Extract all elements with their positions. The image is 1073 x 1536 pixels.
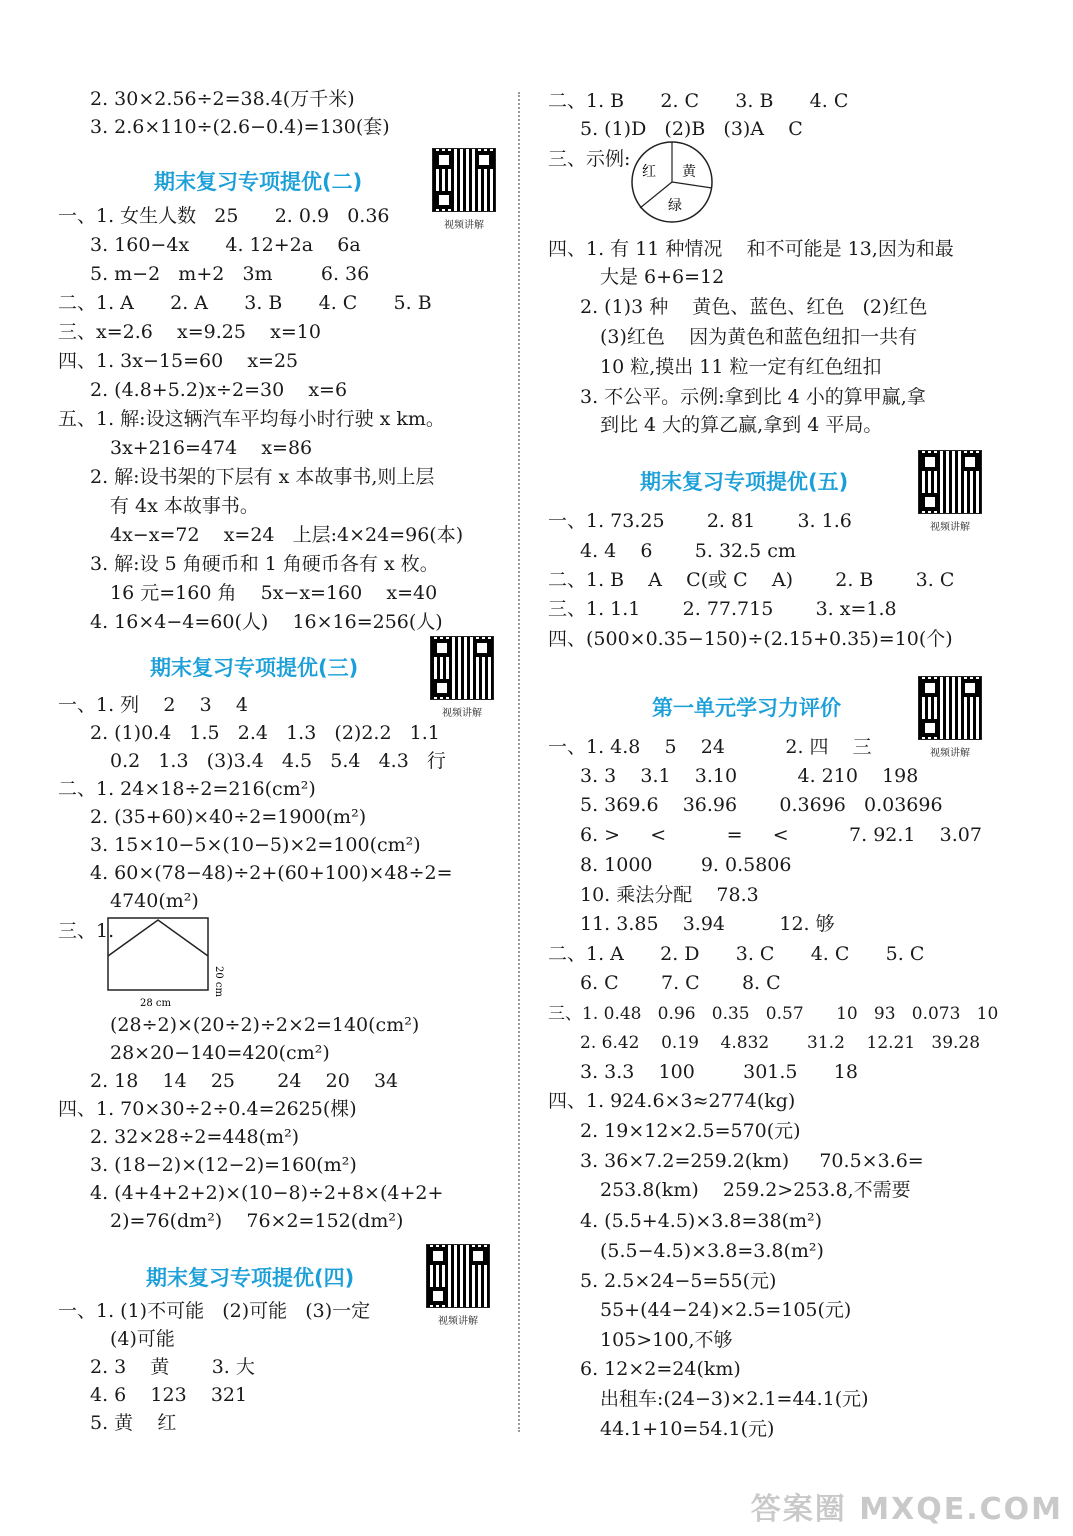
qr-label: 视频讲解: [438, 1316, 478, 1327]
answer-line: 二、1. B 2. C 3. B 4. C: [548, 90, 849, 112]
answer-line: 3x+216=474 x=86: [110, 437, 313, 459]
answer-line: 4x−x=72 x=24 上层:4×24=96(本): [110, 524, 464, 546]
answer-line: 2. 解:设书架的下层有 x 本故事书,则上层: [90, 466, 435, 488]
qr-code-video[interactable]: [426, 1244, 490, 1326]
answer-line: 4740(m²): [110, 890, 199, 912]
answer-line: 一、1. 列 2 3 4: [58, 694, 248, 716]
answer-line: 3. 不公平。示例:拿到比 4 小的算甲赢,拿: [580, 386, 926, 408]
qr-label: 视频讲解: [442, 708, 482, 719]
answer-line: 3. 2.6×110÷(2.6−0.4)=130(套): [90, 116, 390, 138]
answer-line: 2. 18 14 25 24 20 34: [90, 1070, 399, 1092]
qr-code-icon: [426, 1244, 490, 1308]
qr-label: 视频讲解: [930, 522, 970, 533]
section-heading-3: 期末复习专项提优(三): [150, 656, 359, 680]
answer-line: 4. (5.5+4.5)×3.8=38(m²): [580, 1210, 823, 1232]
qr-code-video[interactable]: [918, 676, 982, 758]
answer-line: 四、1. 3x−15=60 x=25: [58, 350, 299, 372]
answer-line: 4. 60×(78−48)÷2+(60+100)×48÷2=: [90, 862, 453, 884]
answer-line: 5. m−2 m+2 3m 6. 36: [90, 263, 370, 285]
answer-line: 6. C 7. C 8. C: [580, 972, 781, 994]
answer-line: 6. > < = < 7. 92.1 3.07: [580, 824, 982, 846]
geometry-figure: [106, 916, 236, 1012]
rectangle-outline: [108, 918, 208, 990]
column-divider: [518, 92, 520, 1432]
answer-line: (5.5−4.5)×3.8=3.8(m²): [600, 1240, 824, 1262]
qr-code-icon: [430, 636, 494, 700]
answer-line: 4. (4+4+2+2)×(10−8)÷2+8×(4+2+: [90, 1182, 444, 1204]
answer-line: 大是 6+6=12: [600, 266, 725, 288]
answer-line: (3)红色 因为黄色和蓝色纽扣一共有: [600, 326, 918, 348]
answer-line: 55+(44−24)×2.5=105(元): [600, 1299, 852, 1321]
qr-code-video[interactable]: [430, 636, 494, 718]
answer-line: 2. (1)3 种 黄色、蓝色、红色 (2)红色: [580, 296, 928, 318]
answer-line: 2)=76(dm²) 76×2=152(dm²): [110, 1210, 404, 1232]
answer-line: 一、1. 4.8 5 24 2. 四 三: [548, 736, 872, 758]
answer-line: 一、1. 女生人数 25 2. 0.9 0.36: [58, 205, 390, 227]
answer-line: 三、x=2.6 x=9.25 x=10: [58, 321, 321, 343]
answer-line: 5. (1)D (2)B (3)A C: [580, 118, 803, 140]
qr-code-icon: [432, 148, 496, 212]
answer-line: 3. 3 3.1 3.10 4. 210 198: [580, 765, 919, 787]
height-dimension: 20 cm: [213, 966, 224, 997]
answer-line: 一、1. 73.25 2. 81 3. 1.6: [548, 510, 852, 532]
answer-line: 10 粒,摸出 11 粒一定有红色纽扣: [600, 356, 882, 378]
answer-line: 4. 4 6 5. 32.5 cm: [580, 540, 796, 562]
answer-line: 3. 160−4x 4. 12+2a 6a: [90, 234, 361, 256]
answer-line: 2. (1)0.4 1.5 2.4 1.3 (2)2.2 1.1: [90, 722, 440, 744]
answer-line: 2. 6.42 0.19 4.832 31.2 12.21 39.28: [580, 1033, 981, 1053]
answer-line: 二、1. B A C(或 C A) 2. B 3. C: [548, 569, 955, 591]
answer-line: 二、1. 24×18÷2=216(cm²): [58, 778, 316, 800]
spinner-divider: [672, 182, 712, 188]
answer-line: 4. 6 123 321: [90, 1384, 248, 1406]
answer-line: 三、1. 1.1 2. 77.715 3. x=1.8: [548, 598, 897, 620]
qr-code-video[interactable]: [918, 450, 982, 532]
answer-line: 5. 2.5×24−5=55(元): [580, 1270, 777, 1292]
qr-label: 视频讲解: [930, 748, 970, 759]
answer-line: 三、1.: [58, 920, 115, 942]
answer-line: 11. 3.85 3.94 12. 够: [580, 913, 835, 935]
answer-line: 三、示例:: [548, 148, 631, 170]
section-heading-2: 期末复习专项提优(二): [154, 170, 363, 194]
answer-line: 二、1. A 2. D 3. C 4. C 5. C: [548, 943, 925, 965]
answer-line: 四、1. 有 11 种情况 和不可能是 13,因为和最: [548, 238, 954, 260]
triangle-cut: [108, 920, 208, 956]
answer-line: 4. 16×4−4=60(人) 16×16=256(人): [90, 611, 443, 633]
answer-line: 2. 30×2.56÷2=38.4(万千米): [90, 88, 355, 110]
watermark: 答案圈 MXQE.COM: [750, 1492, 1063, 1527]
answer-line: 到比 4 大的算乙赢,拿到 4 平局。: [600, 414, 883, 436]
answer-line: 2. (4.8+5.2)x÷2=30 x=6: [90, 379, 348, 401]
answer-line: 一、1. (1)不可能 (2)可能 (3)一定: [58, 1300, 371, 1322]
width-dimension: 28 cm: [140, 998, 171, 1009]
spinner-pie: [628, 138, 718, 228]
answer-line: 有 4x 本故事书。: [110, 495, 259, 517]
answer-line: 3. (18−2)×(12−2)=160(m²): [90, 1154, 357, 1176]
answer-line: 2. 32×28÷2=448(m²): [90, 1126, 300, 1148]
pie-label-green: 绿: [668, 198, 682, 214]
answer-line: 3. 15×10−5×(10−5)×2=100(cm²): [90, 834, 421, 856]
answer-line: 2. 3 黄 3. 大: [90, 1356, 255, 1378]
answer-line: 3. 3.3 100 301.5 18: [580, 1061, 858, 1083]
answer-line: 2. (35+60)×40÷2=1900(m²): [90, 806, 367, 828]
answer-line: 10. 乘法分配 78.3: [580, 884, 759, 906]
answer-line: (28÷2)×(20÷2)÷2×2=140(cm²): [110, 1014, 420, 1036]
answer-line: 16 元=160 角 5x−x=160 x=40: [110, 582, 438, 604]
answer-line: 5. 369.6 36.96 0.3696 0.03696: [580, 794, 943, 816]
answer-line: 四、1. 924.6×3≈2774(kg): [548, 1090, 796, 1112]
answer-line: 3. 36×7.2=259.2(km) 70.5×3.6=: [580, 1150, 924, 1172]
qr-code-video[interactable]: [432, 148, 496, 230]
answer-line: 三、1. 0.48 0.96 0.35 0.57 10 93 0.073 10: [548, 1004, 999, 1024]
answer-line: 3. 解:设 5 角硬币和 1 角硬币各有 x 枚。: [90, 553, 439, 575]
answer-line: 五、1. 解:设这辆汽车平均每小时行驶 x km。: [58, 408, 445, 430]
answer-line: 四、(500×0.35−150)÷(2.15+0.35)=10(个): [548, 628, 953, 650]
answer-line: 105>100,不够: [600, 1329, 733, 1351]
answer-line: 二、1. A 2. A 3. B 4. C 5. B: [58, 292, 432, 314]
answer-line: 6. 12×2=24(km): [580, 1358, 741, 1380]
answer-line: 44.1+10=54.1(元): [600, 1418, 775, 1440]
section-heading-4: 期末复习专项提优(四): [146, 1266, 355, 1290]
qr-code-icon: [918, 450, 982, 514]
pie-label-yellow: 黄: [682, 164, 696, 180]
answer-line: 0.2 1.3 (3)3.4 4.5 5.4 4.3 行: [110, 750, 446, 772]
answer-line: 2. 19×12×2.5=570(元): [580, 1120, 801, 1142]
answer-line: 出租车:(24−3)×2.1=44.1(元): [600, 1388, 869, 1410]
section-heading-5: 期末复习专项提优(五): [640, 470, 849, 494]
answer-line: 5. 黄 红: [90, 1412, 177, 1434]
qr-label: 视频讲解: [444, 220, 484, 231]
answer-line: 四、1. 70×30÷2÷0.4=2625(棵): [58, 1098, 357, 1120]
answer-line: (4)可能: [110, 1328, 175, 1350]
qr-code-icon: [918, 676, 982, 740]
answer-line: 8. 1000 9. 0.5806: [580, 854, 792, 876]
pie-label-red: 红: [642, 164, 656, 180]
answer-line: 253.8(km) 259.2>253.8,不需要: [600, 1179, 911, 1201]
section-heading-unit1: 第一单元学习力评价: [652, 696, 841, 720]
answer-line: 28×20−140=420(cm²): [110, 1042, 330, 1064]
